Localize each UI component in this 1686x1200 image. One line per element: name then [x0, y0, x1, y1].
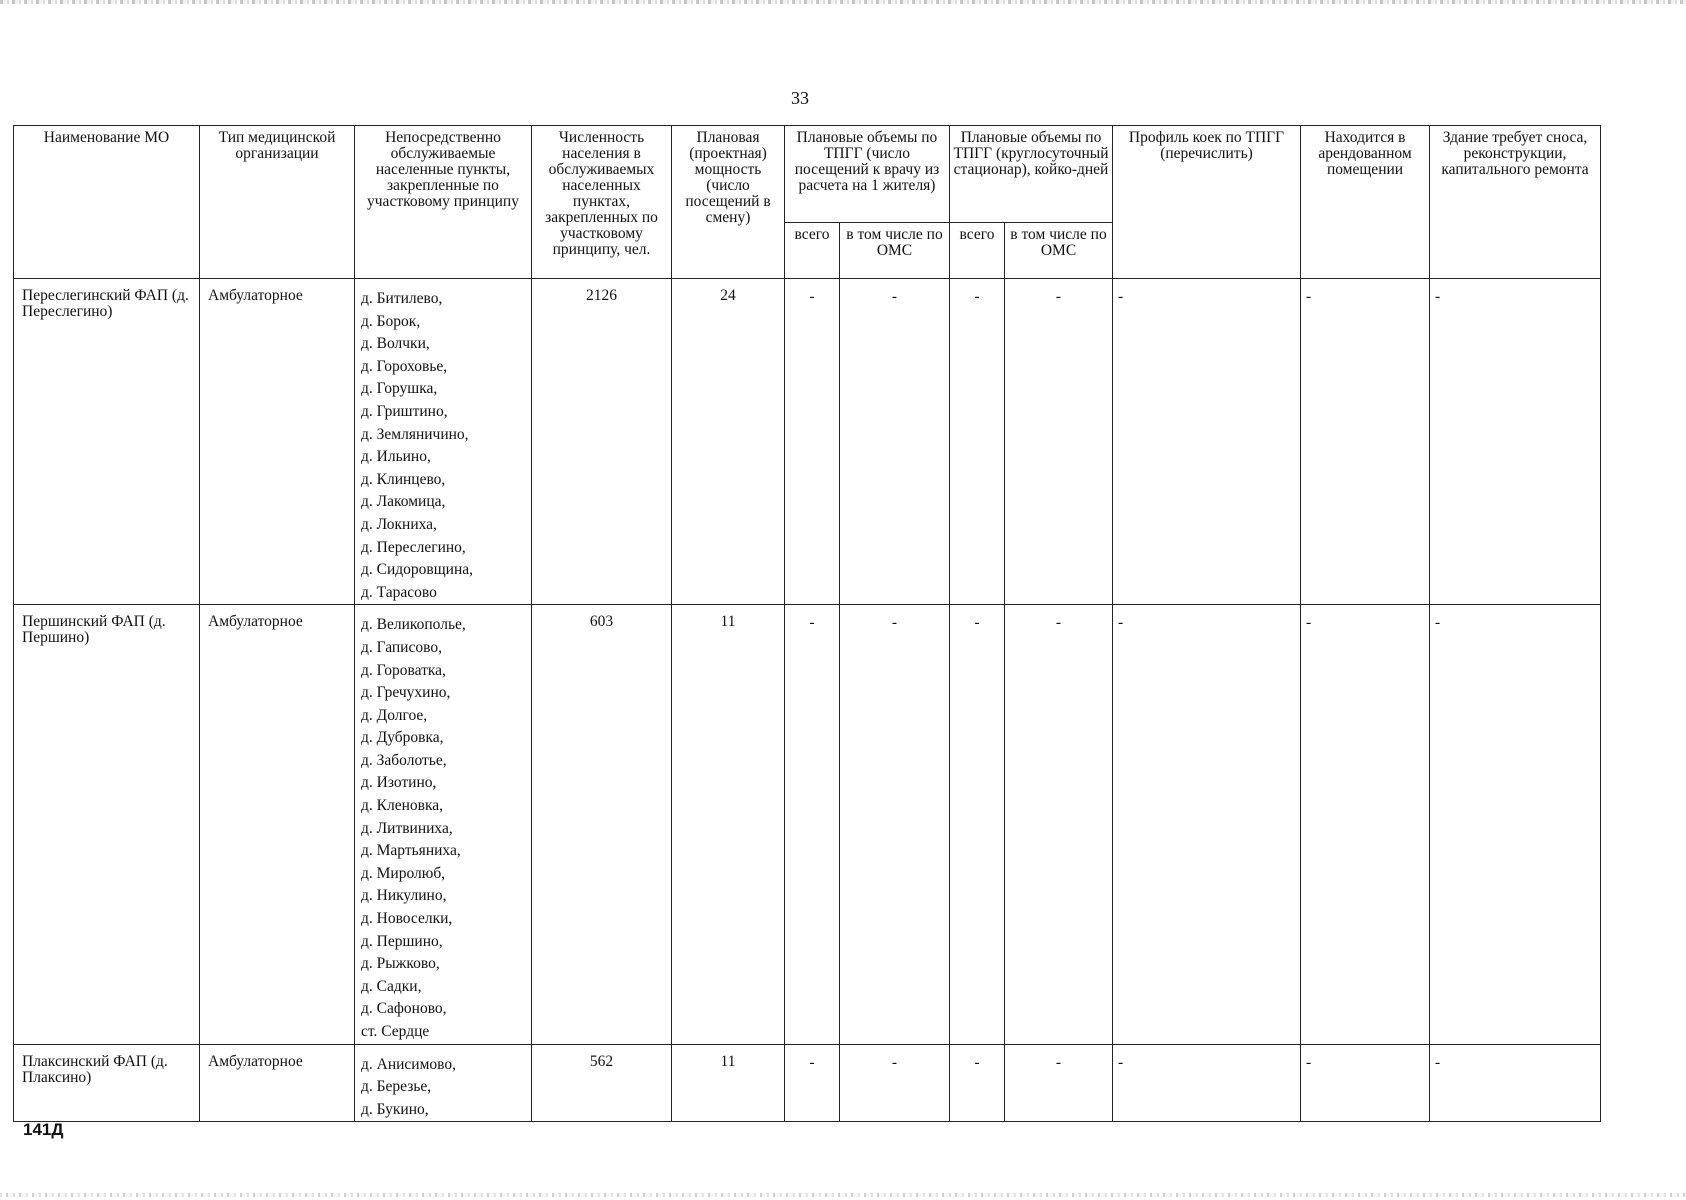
settlement-item: д. Миролюб, — [361, 864, 446, 882]
cell-profile: - — [1113, 605, 1301, 1044]
settlement-item: д. Мартьяниха, — [361, 842, 461, 860]
settlement-item: д. Великополье, — [361, 616, 466, 634]
settlement-item: д. Новоселки, — [361, 910, 453, 928]
cell-visits-total: - — [785, 279, 840, 605]
cell-population: 603 — [532, 605, 672, 1044]
settlement-item: д. Гречухино, — [361, 684, 451, 702]
cell-beds-total: - — [950, 279, 1005, 605]
settlement-item: д. Кленовка, — [361, 797, 444, 815]
settlement-item: д. Литвиниха, — [361, 819, 453, 837]
cell-rented: - — [1301, 605, 1430, 1044]
settlement-item: д. Переслегино, — [361, 538, 466, 556]
settlement-item: д. Горушка, — [361, 380, 438, 398]
table-row — [14, 1044, 1601, 1122]
cell-capacity: 11 — [672, 1044, 785, 1122]
settlement-item: д. Сафоново, — [361, 1000, 447, 1018]
settlement-item: д. Анисимово, — [361, 1055, 456, 1073]
settlement-item: д. Садки, — [361, 977, 422, 995]
settlement-item: д. Битилево, — [361, 290, 443, 307]
cell-visits-oms: - — [840, 605, 950, 1044]
cell-visits-total: - — [785, 1044, 840, 1122]
cell-name: Плаксинский ФАП (д. Плаксино) — [14, 1044, 200, 1122]
header-visits-total: всего — [785, 223, 840, 279]
cell-visits-oms: - — [840, 1044, 950, 1122]
cell-places — [355, 279, 532, 605]
settlement-item: д. Березье, — [361, 1078, 432, 1096]
settlement-item: д. Заболотье, — [361, 751, 447, 769]
cell-profile: - — [1113, 1044, 1301, 1122]
cell-building: - — [1430, 605, 1601, 1044]
settlement-item: д. Лакомица, — [361, 493, 446, 511]
settlement-item: д. Волчки, — [361, 335, 430, 353]
cell-rented: - — [1301, 1044, 1430, 1122]
settlement-item: д. Гороховье, — [361, 357, 448, 375]
settlement-item: д. Сидоровщина, — [361, 561, 474, 579]
cell-places — [355, 1044, 532, 1122]
settlement-item: д. Гриштино, — [361, 402, 448, 420]
medical-organizations-table — [13, 125, 1601, 1122]
header-name: Наименование МО — [14, 126, 200, 279]
header-beds-total: всего — [950, 223, 1005, 279]
cell-visits-oms: - — [840, 279, 950, 605]
cell-type: Амбулаторное — [200, 1044, 355, 1122]
cell-beds-oms: - — [1005, 605, 1113, 1044]
cell-name: Першинский ФАП (д. Першино) — [14, 605, 200, 1044]
settlement-item: д. Тарасово — [361, 583, 437, 601]
settlement-item: д. Долгое, — [361, 706, 428, 724]
page-number: 33 — [791, 88, 809, 108]
header-type: Тип медицинской организации — [200, 126, 355, 279]
header-visits-oms: в том числе по ОМС — [840, 223, 950, 279]
cell-capacity: 24 — [672, 279, 785, 605]
scan-edge-top — [0, 0, 1686, 4]
cell-places — [355, 605, 532, 1044]
table-row — [14, 605, 1601, 1044]
settlement-item: д. Гороватка, — [361, 661, 446, 679]
cell-name: Переслегинский ФАП (д. Переслегино) — [14, 279, 200, 605]
settlement-item: д. Земляничино, — [361, 425, 469, 443]
settlement-item: д. Першино, — [361, 932, 443, 950]
cell-visits-total: - — [785, 605, 840, 1044]
cell-population: 562 — [532, 1044, 672, 1122]
cell-beds-total: - — [950, 1044, 1005, 1122]
cell-building: - — [1430, 1044, 1601, 1122]
settlement-item: д. Дубровка, — [361, 729, 444, 747]
header-beds-oms: в том числе по ОМС — [1005, 223, 1113, 279]
header-capacity: Плановая (проектная) мощность (число посещений в смену) — [672, 126, 785, 279]
cell-profile: - — [1113, 279, 1301, 605]
cell-rented: - — [1301, 279, 1430, 605]
settlement-item: д. Гаписово, — [361, 638, 442, 656]
cell-capacity: 11 — [672, 605, 785, 1044]
document-code: 141Д — [23, 1120, 64, 1139]
settlement-item: д. Борок, — [361, 312, 421, 330]
settlement-item: д. Локниха, — [361, 515, 437, 533]
header-profile: Профиль коек по ТПГГ (перечислить) — [1113, 126, 1301, 279]
table-row — [14, 279, 1601, 605]
header-places: Непосредственно обслуживаемые населенные пункты, закрепленные по участковому принципу — [355, 126, 532, 279]
settlement-item: д. Никулино, — [361, 887, 447, 905]
settlement-item: д. Букино, — [361, 1100, 429, 1118]
settlement-item: д. Клинцево, — [361, 470, 446, 488]
cell-population: 2126 — [532, 279, 672, 605]
header-building: Здание требует сноса, реконструкции, капитального ремонта — [1430, 126, 1601, 279]
cell-beds-total: - — [950, 605, 1005, 1044]
settlement-item: д. Рыжково, — [361, 955, 440, 973]
settlement-item: ст. Сердце — [361, 1023, 430, 1040]
header-visits: Плановые объемы по ТПГГ (число посещений к врачу из расчета на 1 жителя) — [785, 126, 950, 223]
cell-building: - — [1430, 279, 1601, 605]
header-beds: Плановые объемы по ТПГГ (круглосуточный стационар), койко-дней — [950, 126, 1113, 223]
cell-type: Амбулаторное — [200, 279, 355, 605]
settlement-item: д. Изотино, — [361, 774, 437, 792]
header-population: Численность населения в обслуживаемых населенных пунктах, закрепленных по участковому принципу, чел. — [532, 126, 672, 279]
cell-type: Амбулаторное — [200, 605, 355, 1044]
cell-beds-oms: - — [1005, 1044, 1113, 1122]
cell-beds-oms: - — [1005, 279, 1113, 605]
scan-edge-bottom — [0, 1193, 1686, 1197]
settlement-item: д. Ильино, — [361, 448, 431, 466]
header-rented: Находится в арендованном помещении — [1301, 126, 1430, 279]
